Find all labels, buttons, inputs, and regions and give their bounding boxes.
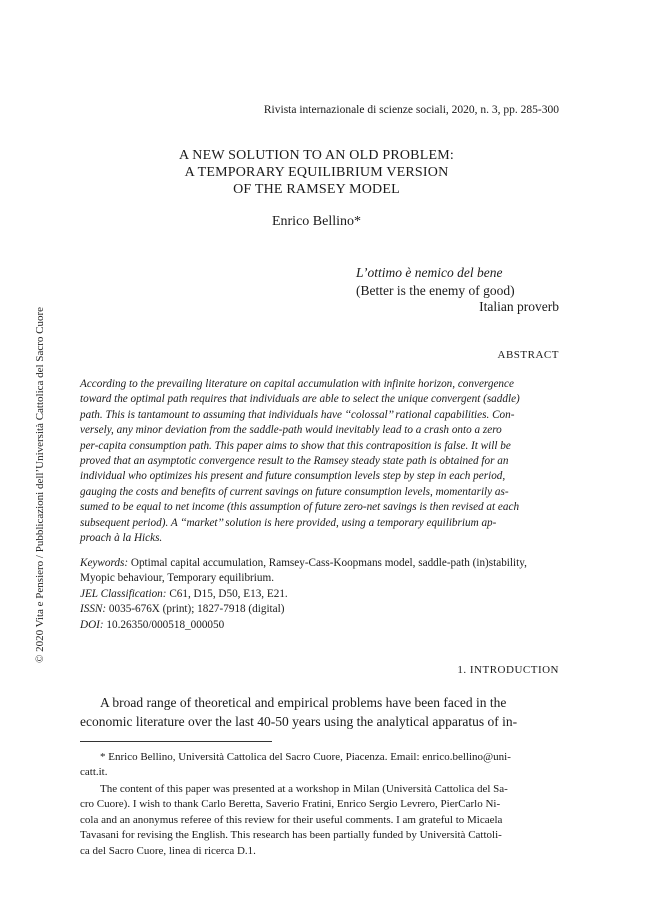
abstract-line: path. This is tantamount to assuming that individuals have ‘‘colossal’’ rational capabilities. Con- xyxy=(80,408,515,421)
introduction-heading: 1. INTRODUCTION xyxy=(457,664,559,676)
keywords-label: Keywords: xyxy=(80,557,129,569)
title-line-2: A TEMPORARY EQUILIBRIUM VERSION xyxy=(184,165,449,180)
footnote-line: cro Cuore). I wish to thank Carlo Beretta, Saverio Fratini, Enrico Sergio Levrero, PierCarlo Ni- xyxy=(80,798,501,811)
title-line-1: A NEW SOLUTION TO AN OLD PROBLEM: xyxy=(179,148,454,163)
abstract-line: toward the optimal path requires that individuals are able to select the unique convergent (saddle) xyxy=(80,393,520,406)
issn-label: ISSN: xyxy=(80,603,107,616)
journal-citation: Rivista internazionale di scienze sociali, 2020, n. 3, pp. 285-300 xyxy=(263,104,559,116)
abstract-line: versely, any minor deviation from the saddle-path would inevitably lead to a crash onto a zero xyxy=(80,424,502,437)
doi-value: 10.26350/000518_000050 xyxy=(106,618,225,631)
abstract-line: sumed to be equal to net income (this assumption of future zero-net savings is then revised at each xyxy=(80,501,520,514)
title-line-3: OF THE RAMSEY MODEL xyxy=(233,182,400,197)
abstract-line: subsequent period). A ‘‘market’’ solution is here provided, using a temporary equilibrium ap- xyxy=(80,516,497,529)
keywords xyxy=(80,556,559,633)
abstract-heading: ABSTRACT xyxy=(497,349,559,361)
abstract-line: According to the prevailing literature on capital accumulation with infinite horizon, convergence xyxy=(80,378,514,390)
abstract-line: gauging the costs and benefits of current savings on future consumption levels, momentarily as- xyxy=(80,485,509,498)
footnote-line: * Enrico Bellino, Università Cattolica del Sacro Cuore, Piacenza. Email: enrico.bellino@uni- xyxy=(100,751,511,763)
footnote-line: ca del Sacro Cuore, linea di ricerca D.1. xyxy=(80,844,256,857)
epigraph-translation: (Better is the enemy of good) xyxy=(356,283,515,298)
jel-codes: C61, D15, D50, E13, E21. xyxy=(169,587,288,600)
epigraph-quote: L’ottimo è nemico del bene xyxy=(356,265,503,280)
footnote-line: The content of this paper was presented at a workshop in Milan (Università Cattolica del Sa- xyxy=(100,783,508,795)
footnote-line: catt.it. xyxy=(80,766,108,779)
keywords-line-2: Myopic behaviour, Temporary equilibrium. xyxy=(80,572,274,585)
copyright-sidebar: © 2020 Vita e Pensiero / Pubblicazioni dell’Università Cattolica del Sacro Cuore xyxy=(34,306,46,664)
author-name: Enrico Bellino* xyxy=(271,214,362,229)
body-line: economic literature over the last 40-50 years using the analytical apparatus of in- xyxy=(80,714,518,729)
introduction-body xyxy=(80,693,559,731)
abstract-line: proved that an asymptotic convergence result to the Ramsey steady state path is obtained for an xyxy=(80,455,509,468)
abstract-line: per-capita consumption path. This paper aims to show that this contraposition is false. It will be xyxy=(80,439,511,452)
abstract-line: individual who optimizes his present and future consumption levels step by step in each period, xyxy=(80,470,506,483)
keywords-line-1: Optimal capital accumulation, Ramsey-Cass-Koopmans model, saddle-path (in)stability, xyxy=(130,557,527,569)
issn-value: 0035-676X (print); 1827-7918 (digital) xyxy=(108,603,285,616)
abstract-line: proach à la Hicks. xyxy=(80,532,163,545)
footnote-line: cola and an anonymus referee of this review for their useful comments. I am grateful to Micaela xyxy=(80,813,503,826)
epigraph-source: Italian proverb xyxy=(479,299,559,314)
jel-label: JEL Classification: xyxy=(80,587,167,600)
abstract-body xyxy=(80,377,559,546)
body-line: A broad range of theoretical and empirical problems have been faced in the xyxy=(100,695,507,710)
footnote-rule xyxy=(80,741,272,742)
footnote-2 xyxy=(80,782,559,859)
doi-label: DOI: xyxy=(80,618,104,631)
footnote-1 xyxy=(80,750,559,781)
footnote-line: Tavasani for revising the English. This research has been partially funded by Università Cattoli- xyxy=(80,829,502,842)
